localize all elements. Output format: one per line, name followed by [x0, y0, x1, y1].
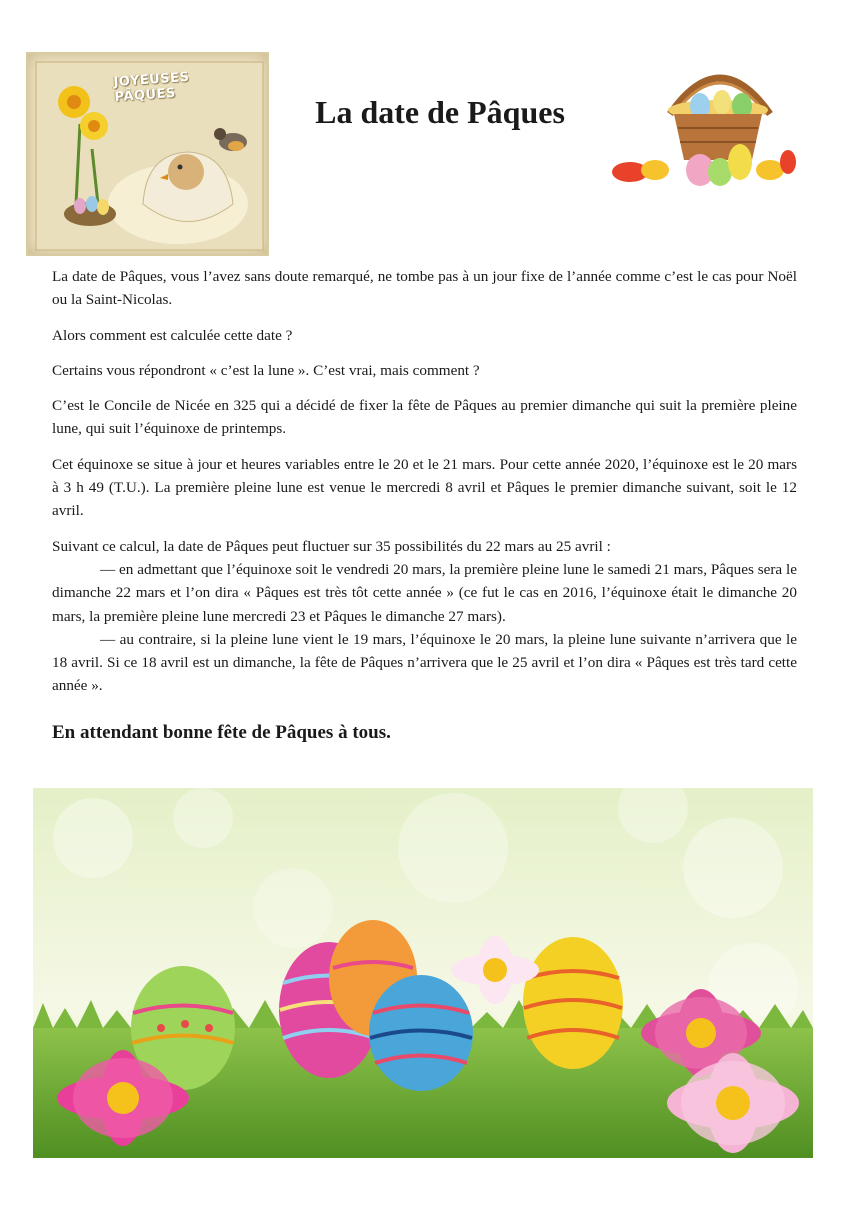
paragraph-question: Alors comment est calculée cette date ?: [52, 326, 293, 344]
easter-greeting-card-image: [26, 52, 269, 256]
paragraph-moon: Certains vous répondront « c’est la lune ». C’est vrai, mais comment ?: [52, 361, 480, 379]
paragraph-calculation: Suivant ce calcul, la date de Pâques peut fluctuer sur 35 possibilités du 22 mars au 25 avril :: [52, 537, 611, 555]
page-title: La date de Pâques: [315, 94, 565, 130]
blue-egg-icon: [369, 975, 473, 1091]
greeting-text: [113, 69, 205, 105]
yellow-egg-icon: [523, 937, 623, 1069]
paragraph-intro: La date de Pâques, vous l’avez sans doute remarqué, ne tombe pas à un jour fixe de l’année comme c’est le cas pour Noël ou la Saint-Nicolas.: [52, 268, 797, 309]
easter-basket-image: [600, 52, 800, 192]
closing-line: En attendant bonne fête de Pâques à tous.: [52, 722, 391, 743]
greeting-line1: JOYEUSES: [113, 69, 190, 91]
paragraph-late-case: — au contraire, si la pleine lune vient le 19 mars, l’équinoxe le 20 mars, la pleine lune suivante n’arrivera que le 18 avril. Si ce 18 avril est un dimanche, la fête de Pâques n’arrivera que le 25 avril et l’on dira « Pâques est très tard cette année ».: [52, 630, 797, 695]
greeting-line2: PÂQUES: [114, 85, 177, 106]
paragraph-equinox: Cet équinoxe se situe à jour et heures variables entre le 20 et le 21 mars. Pour cette année 2020, l’équinoxe est le 20 mars à 3 h 49 (T.U.). La première pleine lune est venue le mercredi 8 avril et Pâques le premier dimanche suivant, soit le 12 avril.: [52, 455, 797, 520]
article-body: [52, 265, 797, 710]
paragraph-early-case: — en admettant que l’équinoxe soit le vendredi 20 mars, la première pleine lune le samedi 21 mars, Pâques sera le dimanche 22 mars et l’on dira « Pâques est très tôt cette année » (ce fut le cas en 2016, l’équinoxe était le dimanche 20 mars, la première pleine lune mercredi 23 et Pâques le dimanche 27 mars).: [52, 560, 797, 625]
paragraph-council: C’est le Concile de Nicée en 325 qui a décidé de fixer la fête de Pâques au premier dimanche qui suit la première pleine lune, qui suit l’équinoxe de printemps.: [52, 397, 797, 438]
easter-eggs-banner-image: [33, 788, 813, 1158]
